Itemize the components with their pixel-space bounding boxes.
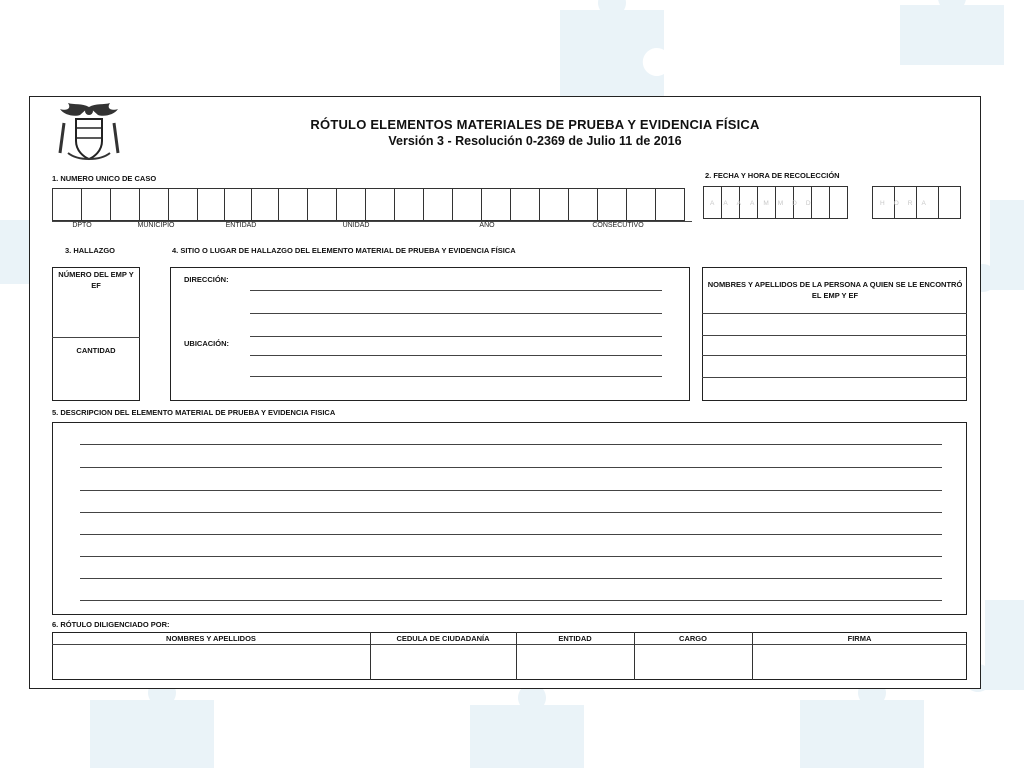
section-2-title: 2. FECHA Y HORA DE RECOLECCIÓN	[705, 171, 840, 180]
anio-label: AÑO	[479, 222, 495, 229]
ubicacion-label: UBICACIÓN:	[184, 339, 229, 348]
persona-line[interactable]	[702, 377, 967, 378]
descripcion-line	[80, 490, 942, 491]
puzzle-piece-icon	[90, 679, 214, 768]
entidad-field[interactable]	[517, 645, 633, 679]
descripcion-line	[80, 467, 942, 468]
section-1-title: 1. NUMERO UNICO DE CASO	[52, 174, 157, 183]
nombres-field[interactable]	[53, 645, 369, 679]
cargo-field[interactable]	[635, 645, 751, 679]
persona-line[interactable]	[702, 335, 967, 336]
case-number-cells[interactable]	[52, 188, 685, 221]
descripcion-line	[80, 534, 942, 535]
puzzle-piece-icon	[470, 684, 584, 768]
col-firma: FIRMA	[847, 634, 872, 643]
municipio-label: MUNICIPIO	[137, 222, 175, 229]
sitio-box	[170, 267, 690, 401]
section-4-title: 4. SITIO O LUGAR DE HALLAZGO DEL ELEMENTO MATERIAL DE PRUEBA Y EVIDENCIA FÍSICA	[172, 246, 516, 255]
section-3-title: 3. HALLAZGO	[65, 246, 115, 255]
ubicacion-line[interactable]	[250, 355, 662, 356]
puzzle-piece-icon	[560, 0, 664, 104]
date-hint: AAAAMMDD	[710, 200, 820, 207]
coat-of-arms-icon	[54, 101, 124, 167]
firma-field[interactable]	[753, 645, 966, 679]
time-hint: HORA	[880, 200, 935, 207]
rotulo-form	[29, 96, 981, 689]
col-cedula: CEDULA DE CIUDADANÍA	[396, 634, 490, 643]
descripcion-line	[80, 600, 942, 601]
consecutivo-label: CONSECUTIVO	[592, 222, 644, 229]
direccion-line[interactable]	[250, 290, 662, 291]
cantidad-label: CANTIDAD	[76, 346, 116, 355]
form-subtitle: Versión 3 - Resolución 0-2369 de Julio 11 de 2016	[388, 134, 682, 148]
section-6-title: 6. RÓTULO DILIGENCIADO POR:	[52, 620, 170, 629]
puzzle-piece-icon	[800, 679, 924, 768]
descripcion-box[interactable]	[52, 422, 967, 615]
descripcion-line	[80, 512, 942, 513]
entidad-label: ENTIDAD	[225, 222, 257, 229]
persona-label: NOMBRES Y APELLIDOS DE LA PERSONA A QUIEN SE LE ENCONTRÓ EL EMP Y EF	[707, 280, 963, 300]
puzzle-piece-icon	[900, 0, 1004, 65]
numero-emp-label: NÚMERO DEL EMP Y EF	[58, 270, 134, 290]
col-entidad: ENTIDAD	[558, 634, 592, 643]
col-nombres: NOMBRES Y APELLIDOS	[166, 634, 256, 643]
unidad-label: UNIDAD	[342, 222, 370, 229]
cedula-field[interactable]	[371, 645, 515, 679]
descripcion-line	[80, 556, 942, 557]
section-5-title: 5. DESCRIPCION DEL ELEMENTO MATERIAL DE PRUEBA Y EVIDENCIA FISICA	[52, 408, 336, 417]
descripcion-line	[80, 444, 942, 445]
direccion-label: DIRECCIÓN:	[184, 275, 229, 284]
form-title: RÓTULO ELEMENTOS MATERIALES DE PRUEBA Y EVIDENCIA FÍSICA	[310, 117, 760, 132]
descripcion-line	[80, 578, 942, 579]
persona-line[interactable]	[702, 355, 967, 356]
dpto-label: DPTO	[72, 222, 92, 229]
direccion-line[interactable]	[250, 313, 662, 314]
persona-line[interactable]	[702, 313, 967, 314]
ubicacion-line[interactable]	[250, 336, 662, 337]
ubicacion-line[interactable]	[250, 376, 662, 377]
col-cargo: CARGO	[679, 634, 707, 643]
